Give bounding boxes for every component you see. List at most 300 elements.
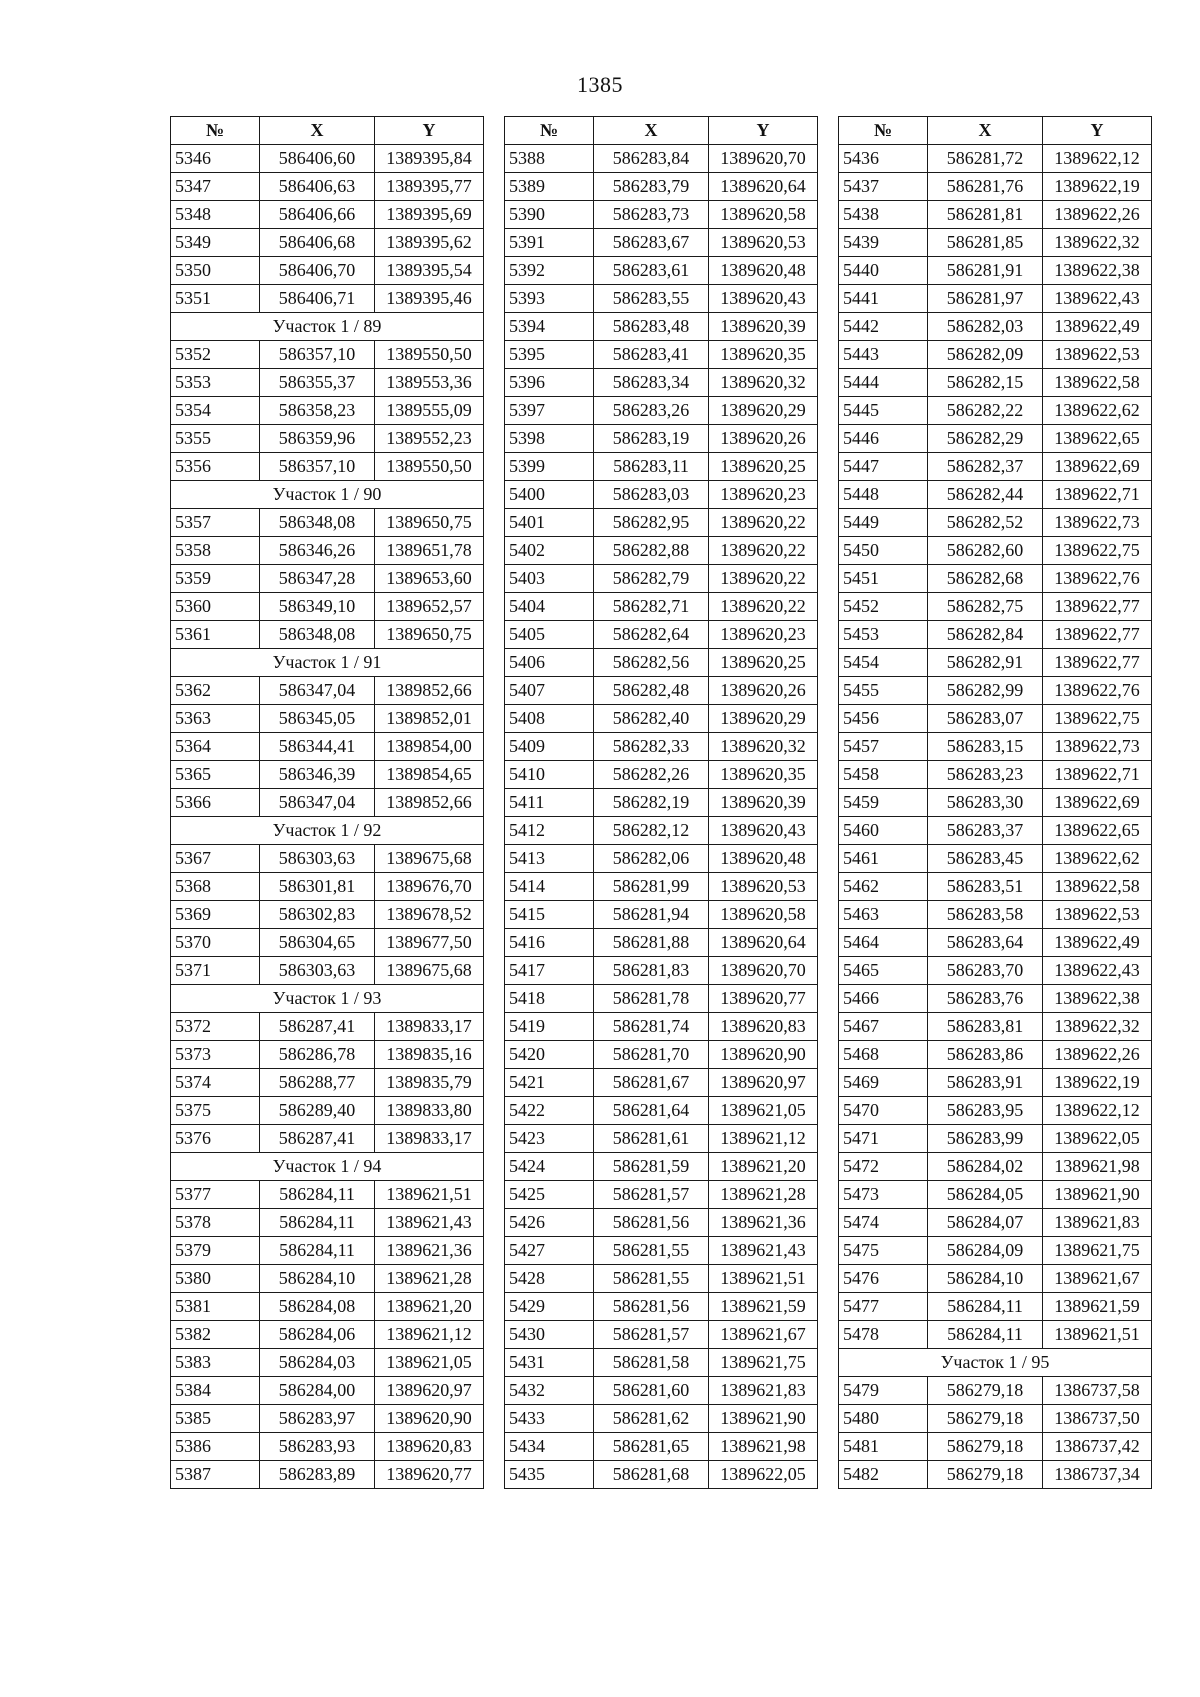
table-row: [505, 1461, 818, 1489]
x-coordinate-cell: 586282,52: [928, 509, 1043, 537]
y-coordinate-cell: 1389622,53: [1043, 341, 1152, 369]
y-coordinate-cell: 1389622,58: [1043, 369, 1152, 397]
x-coordinate-cell: 586347,28: [260, 565, 375, 593]
y-coordinate-cell: 1389553,36: [375, 369, 484, 397]
point-number-cell: 5406: [505, 649, 594, 677]
point-number-cell: 5413: [505, 845, 594, 873]
point-number-cell: 5445: [839, 397, 928, 425]
y-coordinate-cell: 1389621,43: [375, 1209, 484, 1237]
x-coordinate-cell: 586348,08: [260, 621, 375, 649]
table-row: [839, 1069, 1152, 1097]
table-row: [839, 985, 1152, 1013]
table-row: [839, 649, 1152, 677]
y-coordinate-cell: 1389621,05: [709, 1097, 818, 1125]
x-coordinate-cell: 586289,40: [260, 1097, 375, 1125]
x-coordinate-cell: 586281,68: [594, 1461, 709, 1489]
y-coordinate-cell: 1389622,49: [1043, 929, 1152, 957]
x-coordinate-cell: 586282,75: [928, 593, 1043, 621]
point-number-cell: 5420: [505, 1041, 594, 1069]
y-coordinate-cell: 1389621,59: [709, 1293, 818, 1321]
point-number-cell: 5424: [505, 1153, 594, 1181]
table-row: [505, 1041, 818, 1069]
y-coordinate-cell: 1389620,22: [709, 565, 818, 593]
x-coordinate-cell: 586346,26: [260, 537, 375, 565]
x-coordinate-cell: 586283,73: [594, 201, 709, 229]
page-number: 1385: [577, 72, 623, 97]
x-coordinate-cell: 586281,99: [594, 873, 709, 901]
point-number-cell: 5462: [839, 873, 928, 901]
table-row: [505, 1209, 818, 1237]
x-coordinate-cell: 586281,58: [594, 1349, 709, 1377]
x-coordinate-cell: 586281,56: [594, 1293, 709, 1321]
x-coordinate-cell: 586281,56: [594, 1209, 709, 1237]
x-coordinate-cell: 586282,88: [594, 537, 709, 565]
y-coordinate-cell: 1389620,70: [709, 145, 818, 173]
table-row: [171, 677, 484, 705]
point-number-cell: 5349: [171, 229, 260, 257]
point-number-cell: 5395: [505, 341, 594, 369]
point-number-cell: 5387: [171, 1461, 260, 1489]
x-coordinate-cell: 586282,56: [594, 649, 709, 677]
point-number-cell: 5459: [839, 789, 928, 817]
table-row: [505, 1013, 818, 1041]
y-coordinate-cell: 1389395,46: [375, 285, 484, 313]
y-coordinate-cell: 1389622,05: [709, 1461, 818, 1489]
y-coordinate-cell: 1389854,65: [375, 761, 484, 789]
table-row: [839, 1461, 1152, 1489]
table-row: [171, 369, 484, 397]
y-coordinate-cell: 1386737,34: [1043, 1461, 1152, 1489]
table-row: [505, 1153, 818, 1181]
x-coordinate-cell: 586355,37: [260, 369, 375, 397]
table-row: [171, 957, 484, 985]
point-number-cell: 5374: [171, 1069, 260, 1097]
y-coordinate-cell: 1389621,83: [1043, 1209, 1152, 1237]
table-row: [505, 649, 818, 677]
point-number-cell: 5377: [171, 1181, 260, 1209]
table-row: [839, 1321, 1152, 1349]
y-coordinate-cell: 1389833,17: [375, 1013, 484, 1041]
y-coordinate-cell: 1389621,98: [1043, 1153, 1152, 1181]
section-header-row: [171, 313, 484, 341]
table-row: [505, 705, 818, 733]
table-row: [505, 1377, 818, 1405]
table-row: [839, 229, 1152, 257]
point-number-cell: 5435: [505, 1461, 594, 1489]
table-row: [505, 1321, 818, 1349]
y-coordinate-cell: 1389622,71: [1043, 761, 1152, 789]
y-coordinate-cell: 1389620,26: [709, 677, 818, 705]
point-number-cell: 5458: [839, 761, 928, 789]
x-coordinate-cell: 586284,08: [260, 1293, 375, 1321]
point-number-cell: 5444: [839, 369, 928, 397]
table-row: [171, 705, 484, 733]
y-coordinate-cell: 1389622,58: [1043, 873, 1152, 901]
point-number-cell: 5348: [171, 201, 260, 229]
x-coordinate-cell: 586281,91: [928, 257, 1043, 285]
table-row: [505, 1181, 818, 1209]
x-coordinate-cell: 586282,12: [594, 817, 709, 845]
table-row: [839, 621, 1152, 649]
table-row: [505, 1405, 818, 1433]
x-coordinate-cell: 586281,65: [594, 1433, 709, 1461]
table-row: [839, 1125, 1152, 1153]
table-row: [839, 845, 1152, 873]
table-row: [505, 285, 818, 313]
point-number-cell: 5404: [505, 593, 594, 621]
y-coordinate-cell: 1386737,42: [1043, 1433, 1152, 1461]
x-coordinate-cell: 586283,81: [928, 1013, 1043, 1041]
point-number-cell: 5471: [839, 1125, 928, 1153]
x-coordinate-cell: 586283,48: [594, 313, 709, 341]
y-coordinate-cell: 1389650,75: [375, 509, 484, 537]
x-coordinate-cell: 586282,26: [594, 761, 709, 789]
point-number-cell: 5367: [171, 845, 260, 873]
y-coordinate-cell: 1389620,26: [709, 425, 818, 453]
x-coordinate-cell: 586281,83: [594, 957, 709, 985]
x-coordinate-cell: 586283,41: [594, 341, 709, 369]
point-number-cell: 5436: [839, 145, 928, 173]
point-number-cell: 5366: [171, 789, 260, 817]
point-number-cell: 5408: [505, 705, 594, 733]
point-number-cell: 5422: [505, 1097, 594, 1125]
table-row: [171, 257, 484, 285]
y-coordinate-cell: 1389622,49: [1043, 313, 1152, 341]
y-coordinate-cell: 1389833,17: [375, 1125, 484, 1153]
point-number-cell: 5416: [505, 929, 594, 957]
point-number-cell: 5385: [171, 1405, 260, 1433]
x-coordinate-cell: 586282,60: [928, 537, 1043, 565]
table-row: [171, 537, 484, 565]
y-coordinate-cell: 1389620,43: [709, 817, 818, 845]
point-number-cell: 5447: [839, 453, 928, 481]
point-number-cell: 5421: [505, 1069, 594, 1097]
y-coordinate-cell: 1389620,83: [375, 1433, 484, 1461]
x-coordinate-cell: 586283,23: [928, 761, 1043, 789]
y-coordinate-cell: 1389620,58: [709, 901, 818, 929]
x-coordinate-cell: 586406,66: [260, 201, 375, 229]
x-coordinate-cell: 586281,61: [594, 1125, 709, 1153]
y-coordinate-cell: 1389621,28: [709, 1181, 818, 1209]
table-row: [839, 397, 1152, 425]
x-coordinate-cell: 586281,57: [594, 1321, 709, 1349]
section-title: Участок 1 / 89: [171, 313, 484, 341]
y-coordinate-cell: 1389835,79: [375, 1069, 484, 1097]
coordinates-table-1: [170, 116, 484, 1489]
point-number-cell: 5476: [839, 1265, 928, 1293]
point-number-cell: 5456: [839, 705, 928, 733]
y-coordinate-cell: 1389395,62: [375, 229, 484, 257]
point-number-cell: 5465: [839, 957, 928, 985]
x-coordinate-cell: 586284,02: [928, 1153, 1043, 1181]
table-row: [171, 1293, 484, 1321]
table-row: [505, 229, 818, 257]
x-coordinate-cell: 586303,63: [260, 957, 375, 985]
y-coordinate-cell: 1389622,05: [1043, 1125, 1152, 1153]
y-coordinate-cell: 1389622,26: [1043, 201, 1152, 229]
point-number-cell: 5354: [171, 397, 260, 425]
y-coordinate-cell: 1389622,32: [1043, 1013, 1152, 1041]
point-number-cell: 5388: [505, 145, 594, 173]
x-coordinate-cell: 586283,84: [594, 145, 709, 173]
point-number-cell: 5473: [839, 1181, 928, 1209]
table-row: [839, 789, 1152, 817]
x-coordinate-cell: 586284,06: [260, 1321, 375, 1349]
point-number-cell: 5351: [171, 285, 260, 313]
table-row: [171, 1013, 484, 1041]
table-row: [839, 1013, 1152, 1041]
x-coordinate-cell: 586282,71: [594, 593, 709, 621]
header-x: X: [260, 117, 375, 145]
y-coordinate-cell: 1389621,51: [1043, 1321, 1152, 1349]
y-coordinate-cell: 1389622,65: [1043, 425, 1152, 453]
table-row: [505, 817, 818, 845]
point-number-cell: 5448: [839, 481, 928, 509]
table-row: [171, 1097, 484, 1125]
y-coordinate-cell: 1389621,75: [1043, 1237, 1152, 1265]
x-coordinate-cell: 586283,61: [594, 257, 709, 285]
table-row: [839, 173, 1152, 201]
y-coordinate-cell: 1389854,00: [375, 733, 484, 761]
point-number-cell: 5464: [839, 929, 928, 957]
y-coordinate-cell: 1389622,62: [1043, 845, 1152, 873]
y-coordinate-cell: 1389622,26: [1043, 1041, 1152, 1069]
point-number-cell: 5392: [505, 257, 594, 285]
x-coordinate-cell: 586281,70: [594, 1041, 709, 1069]
table-row: [171, 733, 484, 761]
table-row: [839, 509, 1152, 537]
point-number-cell: 5452: [839, 593, 928, 621]
x-coordinate-cell: 586282,79: [594, 565, 709, 593]
y-coordinate-cell: 1389620,53: [709, 229, 818, 257]
x-coordinate-cell: 586284,10: [260, 1265, 375, 1293]
point-number-cell: 5417: [505, 957, 594, 985]
x-coordinate-cell: 586284,10: [928, 1265, 1043, 1293]
point-number-cell: 5472: [839, 1153, 928, 1181]
table-row: [505, 173, 818, 201]
point-number-cell: 5449: [839, 509, 928, 537]
x-coordinate-cell: 586283,55: [594, 285, 709, 313]
y-coordinate-cell: 1389620,29: [709, 397, 818, 425]
point-number-cell: 5394: [505, 313, 594, 341]
point-number-cell: 5368: [171, 873, 260, 901]
table-row: [839, 1209, 1152, 1237]
x-coordinate-cell: 586284,07: [928, 1209, 1043, 1237]
table-row: [505, 761, 818, 789]
y-coordinate-cell: 1389622,73: [1043, 733, 1152, 761]
x-coordinate-cell: 586282,95: [594, 509, 709, 537]
x-coordinate-cell: 586348,08: [260, 509, 375, 537]
y-coordinate-cell: 1389621,67: [1043, 1265, 1152, 1293]
table-header-row: [839, 117, 1152, 145]
point-number-cell: 5372: [171, 1013, 260, 1041]
point-number-cell: 5463: [839, 901, 928, 929]
section-header-row: [171, 817, 484, 845]
point-number-cell: 5386: [171, 1433, 260, 1461]
y-coordinate-cell: 1389676,70: [375, 873, 484, 901]
y-coordinate-cell: 1389620,25: [709, 649, 818, 677]
table-row: [171, 341, 484, 369]
table-row: [505, 1433, 818, 1461]
x-coordinate-cell: 586281,81: [928, 201, 1043, 229]
x-coordinate-cell: 586283,51: [928, 873, 1043, 901]
y-coordinate-cell: 1389621,67: [709, 1321, 818, 1349]
y-coordinate-cell: 1389621,12: [375, 1321, 484, 1349]
table-row: [171, 1433, 484, 1461]
y-coordinate-cell: 1386737,58: [1043, 1377, 1152, 1405]
point-number-cell: 5455: [839, 677, 928, 705]
table-row: [505, 1265, 818, 1293]
x-coordinate-cell: 586347,04: [260, 677, 375, 705]
x-coordinate-cell: 586282,06: [594, 845, 709, 873]
x-coordinate-cell: 586283,91: [928, 1069, 1043, 1097]
y-coordinate-cell: 1389620,25: [709, 453, 818, 481]
table-row: [839, 369, 1152, 397]
table-header-row: [171, 117, 484, 145]
table-row: [505, 1293, 818, 1321]
x-coordinate-cell: 586282,99: [928, 677, 1043, 705]
x-coordinate-cell: 586347,04: [260, 789, 375, 817]
y-coordinate-cell: 1389622,43: [1043, 285, 1152, 313]
x-coordinate-cell: 586281,55: [594, 1265, 709, 1293]
point-number-cell: 5479: [839, 1377, 928, 1405]
table-row: [839, 1041, 1152, 1069]
x-coordinate-cell: 586282,68: [928, 565, 1043, 593]
table-row: [505, 509, 818, 537]
y-coordinate-cell: 1389620,23: [709, 481, 818, 509]
y-coordinate-cell: 1389622,43: [1043, 957, 1152, 985]
y-coordinate-cell: 1389622,38: [1043, 257, 1152, 285]
point-number-cell: 5382: [171, 1321, 260, 1349]
y-coordinate-cell: 1389622,19: [1043, 1069, 1152, 1097]
x-coordinate-cell: 586406,63: [260, 173, 375, 201]
y-coordinate-cell: 1389622,77: [1043, 593, 1152, 621]
point-number-cell: 5430: [505, 1321, 594, 1349]
point-number-cell: 5432: [505, 1377, 594, 1405]
point-number-cell: 5429: [505, 1293, 594, 1321]
table-row: [505, 369, 818, 397]
section-header-row: [839, 1349, 1152, 1377]
table-row: [171, 1237, 484, 1265]
point-number-cell: 5438: [839, 201, 928, 229]
point-number-cell: 5403: [505, 565, 594, 593]
y-coordinate-cell: 1389621,20: [709, 1153, 818, 1181]
table-row: [505, 1237, 818, 1265]
table-row: [839, 1405, 1152, 1433]
table-row: [839, 761, 1152, 789]
y-coordinate-cell: 1389621,36: [709, 1209, 818, 1237]
coordinates-table-2: [504, 116, 818, 1489]
point-number-cell: 5365: [171, 761, 260, 789]
y-coordinate-cell: 1389622,53: [1043, 901, 1152, 929]
x-coordinate-cell: 586282,44: [928, 481, 1043, 509]
y-coordinate-cell: 1389620,43: [709, 285, 818, 313]
x-coordinate-cell: 586283,58: [928, 901, 1043, 929]
x-coordinate-cell: 586282,03: [928, 313, 1043, 341]
point-number-cell: 5478: [839, 1321, 928, 1349]
point-number-cell: 5407: [505, 677, 594, 705]
coordinates-table-3: [838, 116, 1152, 1489]
table-row: [171, 929, 484, 957]
x-coordinate-cell: 586282,19: [594, 789, 709, 817]
x-coordinate-cell: 586344,41: [260, 733, 375, 761]
point-number-cell: 5383: [171, 1349, 260, 1377]
table-row: [839, 201, 1152, 229]
table-row: [171, 285, 484, 313]
y-coordinate-cell: 1389852,66: [375, 677, 484, 705]
header-y: Y: [709, 117, 818, 145]
x-coordinate-cell: 586283,97: [260, 1405, 375, 1433]
point-number-cell: 5391: [505, 229, 594, 257]
x-coordinate-cell: 586284,03: [260, 1349, 375, 1377]
y-coordinate-cell: 1389620,77: [709, 985, 818, 1013]
point-number-cell: 5457: [839, 733, 928, 761]
table-row: [839, 1265, 1152, 1293]
point-number-cell: 5433: [505, 1405, 594, 1433]
header-number: №: [171, 117, 260, 145]
y-coordinate-cell: 1389835,16: [375, 1041, 484, 1069]
header-number: №: [505, 117, 594, 145]
y-coordinate-cell: 1389395,77: [375, 173, 484, 201]
point-number-cell: 5380: [171, 1265, 260, 1293]
y-coordinate-cell: 1389620,77: [375, 1461, 484, 1489]
point-number-cell: 5362: [171, 677, 260, 705]
y-coordinate-cell: 1386737,50: [1043, 1405, 1152, 1433]
x-coordinate-cell: 586282,84: [928, 621, 1043, 649]
x-coordinate-cell: 586283,89: [260, 1461, 375, 1489]
y-coordinate-cell: 1389652,57: [375, 593, 484, 621]
point-number-cell: 5467: [839, 1013, 928, 1041]
point-number-cell: 5441: [839, 285, 928, 313]
y-coordinate-cell: 1389620,35: [709, 761, 818, 789]
point-number-cell: 5475: [839, 1237, 928, 1265]
x-coordinate-cell: 586282,22: [928, 397, 1043, 425]
y-coordinate-cell: 1389622,69: [1043, 789, 1152, 817]
x-coordinate-cell: 586281,59: [594, 1153, 709, 1181]
point-number-cell: 5399: [505, 453, 594, 481]
x-coordinate-cell: 586283,64: [928, 929, 1043, 957]
point-number-cell: 5428: [505, 1265, 594, 1293]
table-row: [505, 537, 818, 565]
point-number-cell: 5402: [505, 537, 594, 565]
x-coordinate-cell: 586283,03: [594, 481, 709, 509]
x-coordinate-cell: 586283,67: [594, 229, 709, 257]
point-number-cell: 5353: [171, 369, 260, 397]
point-number-cell: 5410: [505, 761, 594, 789]
section-title: Участок 1 / 95: [839, 1349, 1152, 1377]
x-coordinate-cell: 586301,81: [260, 873, 375, 901]
table-row: [505, 733, 818, 761]
table-row: [171, 425, 484, 453]
point-number-cell: 5381: [171, 1293, 260, 1321]
point-number-cell: 5470: [839, 1097, 928, 1125]
point-number-cell: 5454: [839, 649, 928, 677]
y-coordinate-cell: 1389620,97: [709, 1069, 818, 1097]
point-number-cell: 5390: [505, 201, 594, 229]
table-row: [839, 1153, 1152, 1181]
point-number-cell: 5474: [839, 1209, 928, 1237]
y-coordinate-cell: 1389621,59: [1043, 1293, 1152, 1321]
y-coordinate-cell: 1389621,51: [375, 1181, 484, 1209]
x-coordinate-cell: 586283,45: [928, 845, 1043, 873]
point-number-cell: 5468: [839, 1041, 928, 1069]
table-row: [839, 341, 1152, 369]
x-coordinate-cell: 586283,30: [928, 789, 1043, 817]
y-coordinate-cell: 1389620,53: [709, 873, 818, 901]
y-coordinate-cell: 1389852,01: [375, 705, 484, 733]
y-coordinate-cell: 1389620,64: [709, 929, 818, 957]
y-coordinate-cell: 1389552,23: [375, 425, 484, 453]
